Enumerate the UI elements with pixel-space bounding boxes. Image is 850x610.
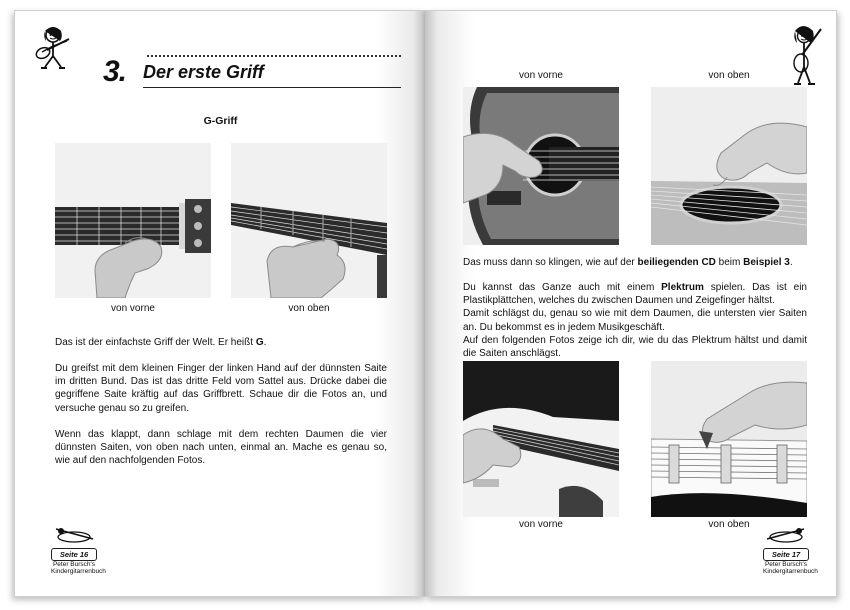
page-number-badge: Seite 16 xyxy=(51,548,97,561)
plektrum-line-2: Damit schlägst du, genau so wie mit dem Daumen, die untersten vier Saiten an. Du bekommst es in jedem Musikgeschäft. xyxy=(463,308,807,333)
page-badge-right xyxy=(763,525,818,575)
footer-book: Kindergitarrenbuch xyxy=(763,568,818,575)
cd-text: Das muss dann so klingen, wie auf der xyxy=(463,257,638,268)
photo-strum-front xyxy=(463,87,619,245)
page-badge-left xyxy=(51,525,106,575)
title-underline xyxy=(143,87,401,88)
section-title: G-Griff xyxy=(203,115,238,127)
photo-pick-front xyxy=(463,361,619,517)
bottom-caption-front: von vorne xyxy=(519,519,563,530)
cd-paragraph xyxy=(463,256,807,269)
plektrum-text: Du kannst das Ganze auch mit einem xyxy=(463,282,662,293)
intro-text: Das ist der einfachste Griff der Welt. Er heißt xyxy=(55,337,256,348)
caption-front: von vorne xyxy=(111,303,155,314)
chapter-title: Der erste Griff xyxy=(143,62,264,82)
plektrum-line-3: Auf den folgenden Fotos zeige ich dir, wie du das Plektrum hältst und damit die Saiten anschlägst. xyxy=(463,334,807,360)
intro-end: . xyxy=(263,337,267,348)
example-bold: Beispiel 3 xyxy=(743,257,790,268)
photo-g-chord-above xyxy=(231,143,387,298)
plektrum-bold: Plektrum xyxy=(661,282,704,293)
intro-paragraph xyxy=(55,336,387,349)
top-caption-front: von vorne xyxy=(519,70,563,81)
photo-pick-above xyxy=(651,361,807,517)
footer-author: Peter Bursch's xyxy=(764,561,808,568)
footer-book: Kindergitarrenbuch xyxy=(51,568,106,575)
plektrum-line-1 xyxy=(463,281,807,307)
cd-bold: beiliegenden CD xyxy=(637,257,716,268)
open-book xyxy=(14,10,836,595)
plektrum-paragraph xyxy=(463,281,807,360)
photo-strum-above xyxy=(651,87,807,245)
chord-name: G xyxy=(255,337,264,348)
cd-text-mid: beim xyxy=(715,257,744,268)
page-number-badge: Seite 17 xyxy=(763,548,809,561)
right-page xyxy=(425,10,837,597)
photo-g-chord-front xyxy=(55,143,211,298)
guitar-badge-icon xyxy=(51,525,97,543)
bottom-caption-above: von oben xyxy=(708,519,750,530)
left-page xyxy=(14,10,426,597)
top-caption-above: von oben xyxy=(708,70,750,81)
title-dotted-rule xyxy=(147,55,401,57)
guitar-badge-icon xyxy=(763,525,809,543)
footer-author: Peter Bursch's xyxy=(52,561,96,568)
cd-text-end: . xyxy=(789,257,793,268)
guitarist-mascot-icon xyxy=(27,23,79,71)
strumming-paragraph: Wenn das klappt, dann schlage mit dem rechten Daumen die vier dünnsten Saiten, von oben nach unten, einmal an. Mache es genau so, wie auf den nachfolgenden Fotos. xyxy=(55,429,387,467)
caption-above: von oben xyxy=(288,303,330,314)
fingering-paragraph: Du greifst mit dem kleinen Finger der linken Hand auf der dünnsten Saite im dritten Bund. Das ist das dritte Feld vom Sattel aus. Drücke dabei die gegriffene Saite kräftig auf das Griffbrett. Schaue dir die Fotos an, und versuche genau so zu greifen. xyxy=(55,363,387,414)
plektrum-text-end: spielen. Das ist ein Plastikplättchen, welches du zwischen Daumen und Zeigefinger hältst. xyxy=(463,282,807,307)
chapter-number: 3. xyxy=(103,55,127,88)
